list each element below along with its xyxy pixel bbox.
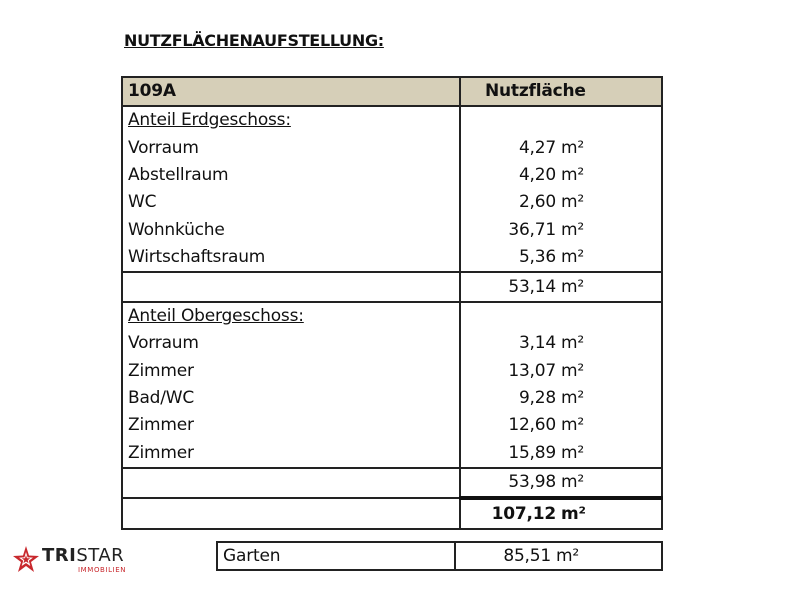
section-label: Anteil Obergeschoss: <box>128 305 304 326</box>
garden-table <box>216 541 663 571</box>
area-unit: m² <box>561 137 584 158</box>
room-area: 36,71 <box>508 219 556 240</box>
area-unit: m² <box>561 247 584 268</box>
section-header-row <box>122 106 662 134</box>
area-unit: m² <box>561 219 584 240</box>
logo-subtitle: IMMOBILIEN <box>78 566 127 574</box>
total-row <box>122 498 662 528</box>
table-row <box>122 217 662 244</box>
room-area: 2,60 <box>518 192 556 213</box>
area-unit: m² <box>561 388 584 409</box>
table-header-row <box>122 77 662 106</box>
garden-row <box>217 542 662 570</box>
room-area: 5,36 <box>518 247 556 268</box>
area-unit: m² <box>561 192 584 213</box>
area-unit: m² <box>561 164 584 185</box>
area-unit: m² <box>556 546 579 566</box>
table-row <box>122 412 662 439</box>
room-area: 9,28 <box>518 388 556 409</box>
garden-area: 85,51 <box>503 546 551 566</box>
table-row <box>122 358 662 385</box>
section-label: Anteil Erdgeschoss: <box>128 110 291 131</box>
subtotal-area: 53,14 <box>508 276 556 297</box>
room-area: 4,27 <box>518 137 556 158</box>
room-name: Zimmer <box>122 358 460 385</box>
area-unit: m² <box>561 360 584 381</box>
room-name: WC <box>122 189 460 216</box>
room-area: 13,07 <box>508 360 556 381</box>
area-unit: m² <box>561 442 584 463</box>
garden-label: Garten <box>217 542 455 570</box>
room-name: Vorraum <box>122 330 460 357</box>
subtotal-area: 53,98 <box>508 472 556 493</box>
logo-star-text: STAR <box>76 545 125 566</box>
subtotal-row <box>122 468 662 498</box>
column-header-nutzflaeche: Nutzfläche <box>460 77 662 106</box>
table-row <box>122 189 662 216</box>
room-area: 4,20 <box>518 164 556 185</box>
room-name: Zimmer <box>122 412 460 439</box>
room-area: 12,60 <box>508 415 556 436</box>
area-unit: m² <box>561 472 584 493</box>
room-area: 15,89 <box>508 442 556 463</box>
table-row <box>122 330 662 357</box>
section-header-row <box>122 302 662 330</box>
table-row <box>122 162 662 189</box>
area-unit: m² <box>561 503 586 524</box>
room-name: Vorraum <box>122 134 460 161</box>
subtotal-row <box>122 272 662 301</box>
room-area: 3,14 <box>518 333 556 354</box>
area-unit: m² <box>561 276 584 297</box>
room-name: Bad/WC <box>122 385 460 412</box>
table-row <box>122 440 662 468</box>
document-title: NUTZFLÄCHENAUFSTELLUNG: <box>124 31 384 50</box>
area-unit: m² <box>561 333 584 354</box>
area-unit: m² <box>561 415 584 436</box>
total-area: 107,12 <box>491 503 556 524</box>
table-row <box>122 134 662 161</box>
room-name: Zimmer <box>122 440 460 468</box>
star-icon <box>12 545 40 573</box>
area-table <box>121 76 663 530</box>
table-row <box>122 244 662 272</box>
unit-label: 109A <box>122 77 460 106</box>
room-name: Abstellraum <box>122 162 460 189</box>
table-row <box>122 385 662 412</box>
logo-tri: TRI <box>42 545 77 566</box>
logo-wordmark <box>42 546 124 566</box>
room-name: Wohnküche <box>122 217 460 244</box>
room-name: Wirtschaftsraum <box>122 244 460 272</box>
company-logo <box>12 545 152 577</box>
